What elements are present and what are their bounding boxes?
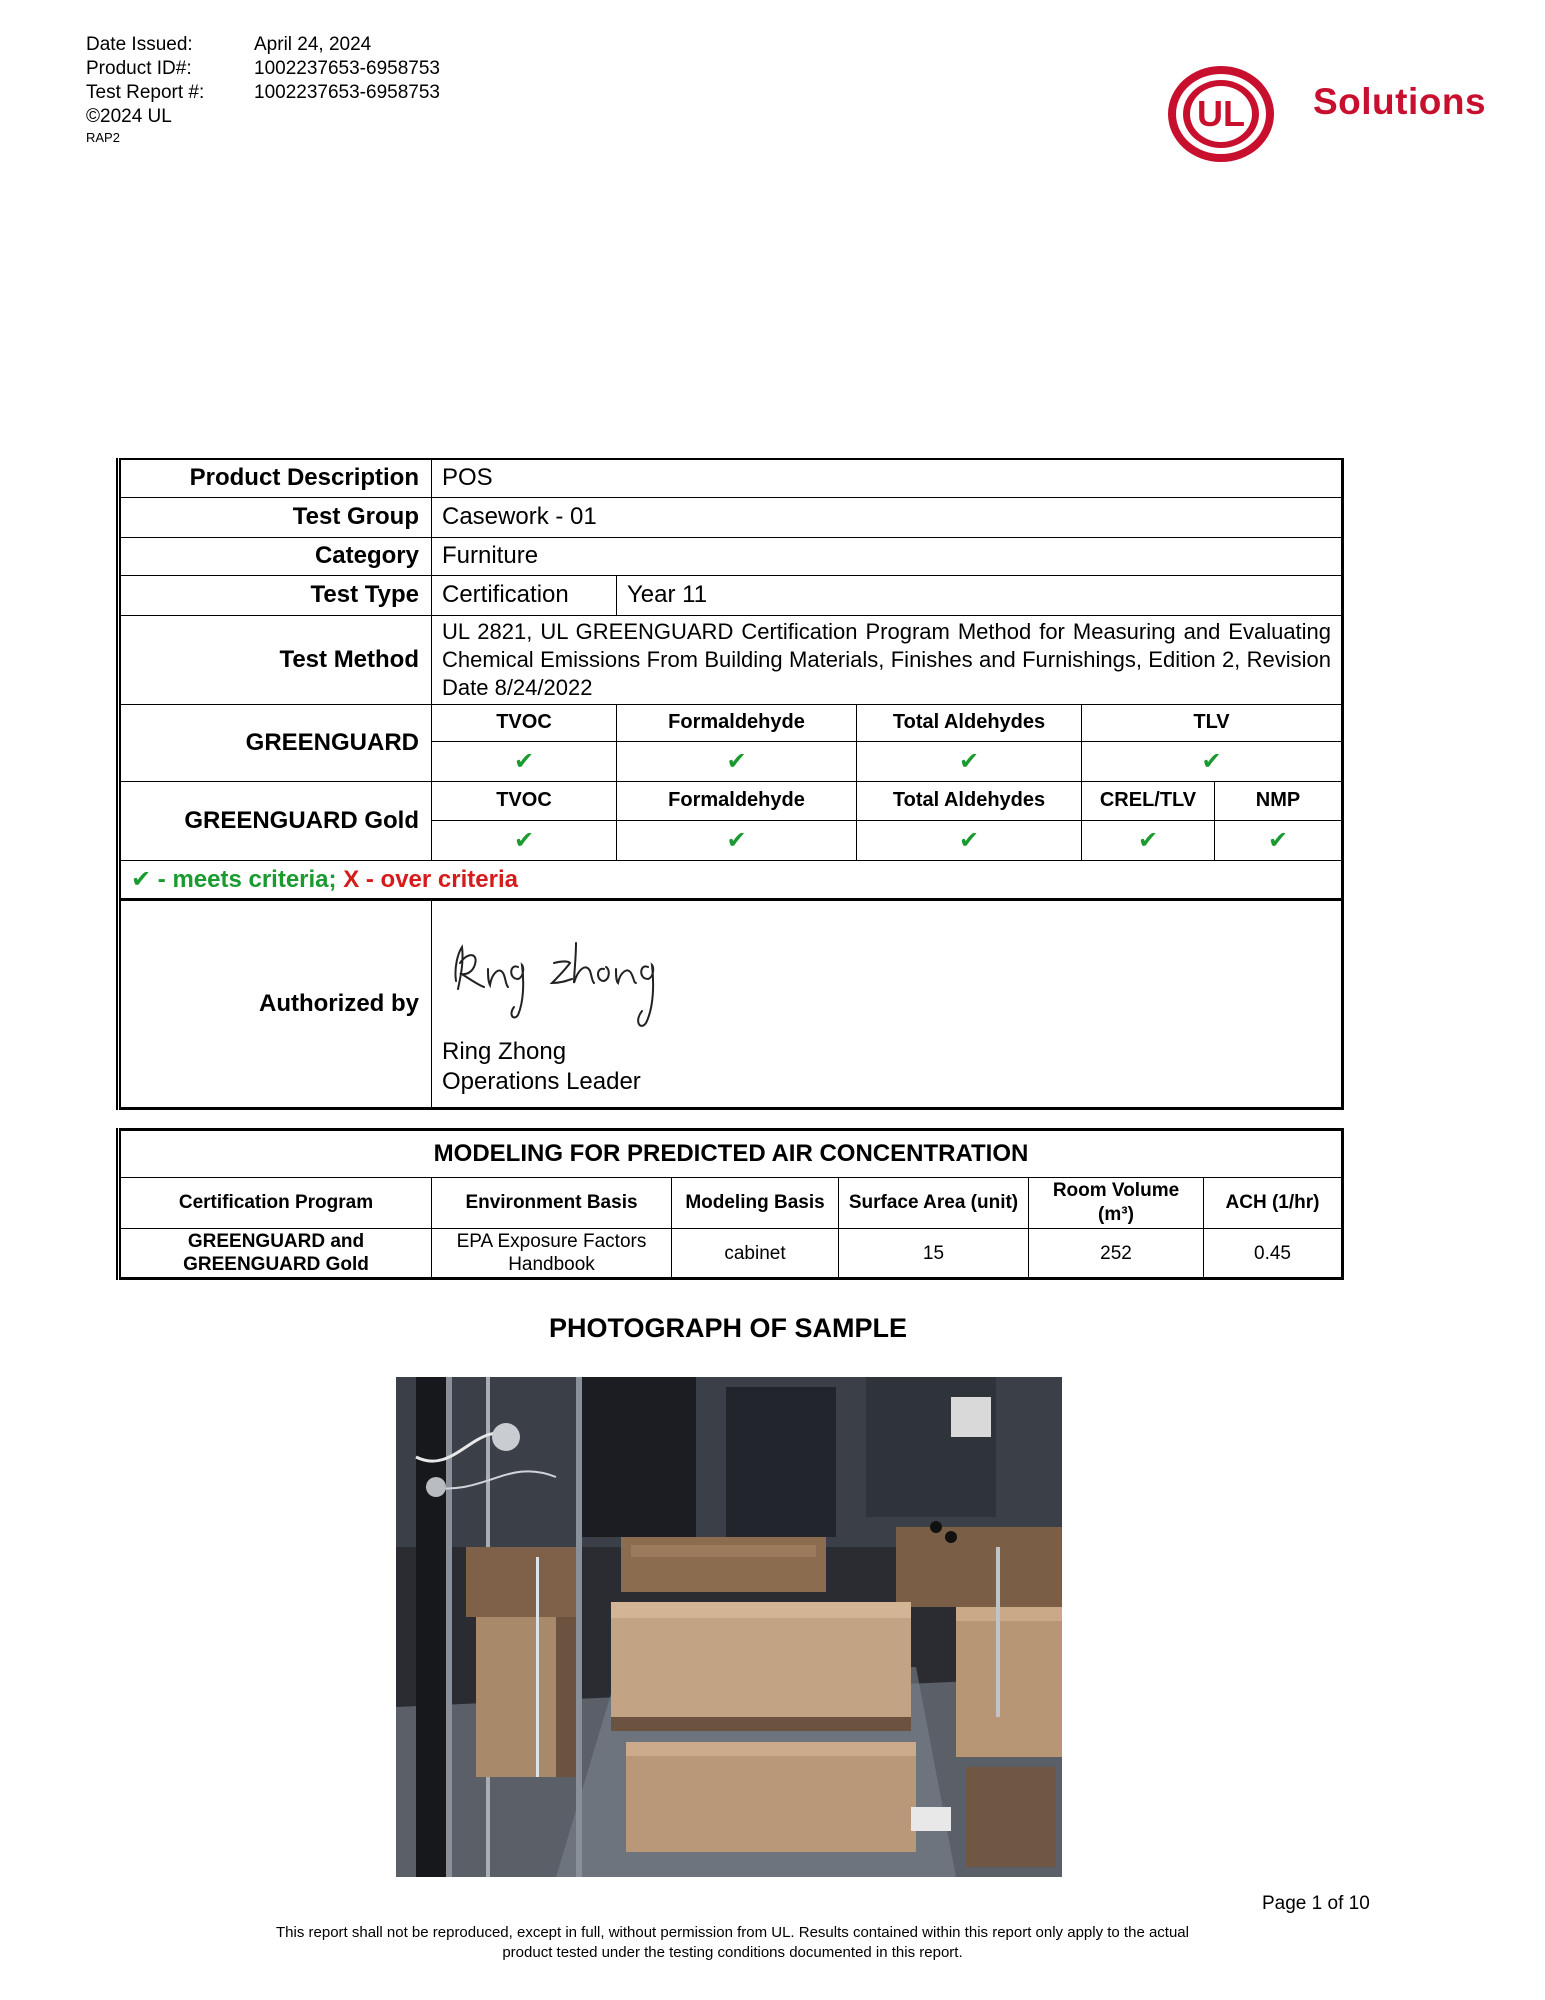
test-group-value: Casework - 01 [432,497,1343,537]
modeling-cell: cabinet [672,1229,839,1279]
modeling-column-header: ACH (1/hr) [1204,1178,1343,1229]
modeling-cell: 15 [839,1229,1029,1279]
authorized-label: Authorized by [119,899,432,1108]
greenguard-label: GREENGUARD [119,704,432,781]
greenguard-gold-criteria-row [119,781,1343,820]
greenguard-gold-result-check-icon: ✔ [857,820,1082,860]
modeling-column-header: Modeling Basis [672,1178,839,1229]
legend-over: X - over criteria [343,865,518,893]
modeling-cell: GREENGUARD and GREENGUARD Gold [119,1229,432,1279]
modeling-title-row [119,1130,1343,1178]
test-type-label: Test Type [119,575,432,615]
product-description-label: Product Description [119,459,432,497]
test-type-row [119,575,1343,615]
report-header [86,33,440,147]
test-method-label: Test Method [119,615,432,704]
test-report-row [86,81,440,105]
greenguard-gold-criterion: TVOC [432,781,617,820]
category-value: Furniture [432,537,1343,575]
modeling-table [116,1128,1344,1280]
greenguard-gold-result-check-icon: ✔ [432,820,617,860]
modeling-data-row [119,1229,1343,1279]
sample-photo-image [396,1377,1062,1877]
date-issued-row [86,33,440,57]
modeling-column-header: Certification Program [119,1178,432,1229]
greenguard-criterion: Total Aldehydes [857,704,1082,741]
modeling-column-header: Surface Area (unit) [839,1178,1029,1229]
test-method-value: UL 2821, UL GREENGUARD Certification Program Method for Measuring and Evaluating Chemical Emissions From Building Materials, Finishes and Furnishings, Edition 2, Revision Date 8/24/2022 [432,615,1343,704]
signature [444,923,684,1033]
greenguard-gold-result-check-icon: ✔ [1082,820,1215,860]
test-group-row [119,497,1343,537]
greenguard-criterion: Formaldehyde [617,704,857,741]
greenguard-gold-criterion: Formaldehyde [617,781,857,820]
form-code: RAP2 [86,130,120,145]
authorized-row [119,899,1343,1108]
authorized-cell [432,899,1343,1108]
test-method-row [119,615,1343,704]
ul-mark-text: UL [1197,93,1245,134]
greenguard-gold-result-check-icon: ✔ [1215,820,1343,860]
sample-photo [396,1377,1062,1877]
greenguard-gold-result-check-icon: ✔ [617,820,857,860]
logo-text: Solutions [1313,81,1487,122]
greenguard-gold-criterion: CREL/TLV [1082,781,1215,820]
greenguard-criterion: TVOC [432,704,617,741]
modeling-header-row [119,1178,1343,1229]
date-issued-label: Date Issued: [86,34,193,55]
date-issued-value: April 24, 2024 [254,34,372,55]
modeling-column-header: Environment Basis [432,1178,672,1229]
page-number: Page 1 of 10 [1262,1893,1370,1914]
modeling-title: MODELING FOR PREDICTED AIR CONCENTRATION [119,1130,1343,1178]
authorized-name: Ring Zhong [442,1037,567,1065]
greenguard-gold-label: GREENGUARD Gold [119,781,432,860]
category-label: Category [119,537,432,575]
authorized-title: Operations Leader [442,1067,641,1095]
product-id-label: Product ID#: [86,58,192,79]
product-description-row [119,459,1343,497]
test-type-value: Certification [432,575,617,615]
greenguard-criteria-row [119,704,1343,741]
greenguard-result-check-icon: ✔ [1082,741,1343,781]
modeling-cell: 252 [1029,1229,1204,1279]
product-description-value: POS [432,459,1343,497]
test-group-label: Test Group [119,497,432,537]
product-id-row [86,57,440,81]
ul-mark-icon [1163,62,1303,166]
legend-row [119,860,1343,899]
greenguard-result-check-icon: ✔ [857,741,1082,781]
photo-title: PHOTOGRAPH OF SAMPLE [548,1313,908,1343]
greenguard-result-check-icon: ✔ [617,741,857,781]
product-id-value: 1002237653-6958753 [254,58,440,79]
greenguard-gold-criterion: NMP [1215,781,1343,820]
greenguard-result-check-icon: ✔ [432,741,617,781]
test-report-value: 1002237653-6958753 [254,82,440,103]
summary-table [116,458,1344,1110]
modeling-cell: EPA Exposure Factors Handbook [432,1229,672,1279]
criteria-legend [119,860,1343,899]
test-report-label: Test Report #: [86,82,205,103]
copyright: ©2024 UL [86,106,172,127]
ul-solutions-logo [1163,62,1503,166]
disclaimer: This report shall not be reproduced, except in full, without permission from UL. Results contained within this report only apply to the actual product tested under the testing conditions documented in this report. [276,1924,1189,1961]
category-row [119,537,1343,575]
modeling-column-header: Room Volume (m³) [1029,1178,1204,1229]
greenguard-criterion: TLV [1082,704,1343,741]
greenguard-gold-criterion: Total Aldehydes [857,781,1082,820]
modeling-cell: 0.45 [1204,1229,1343,1279]
test-type-year: Year 11 [617,575,1343,615]
legend-meets: ✔ - meets criteria; [131,865,337,893]
